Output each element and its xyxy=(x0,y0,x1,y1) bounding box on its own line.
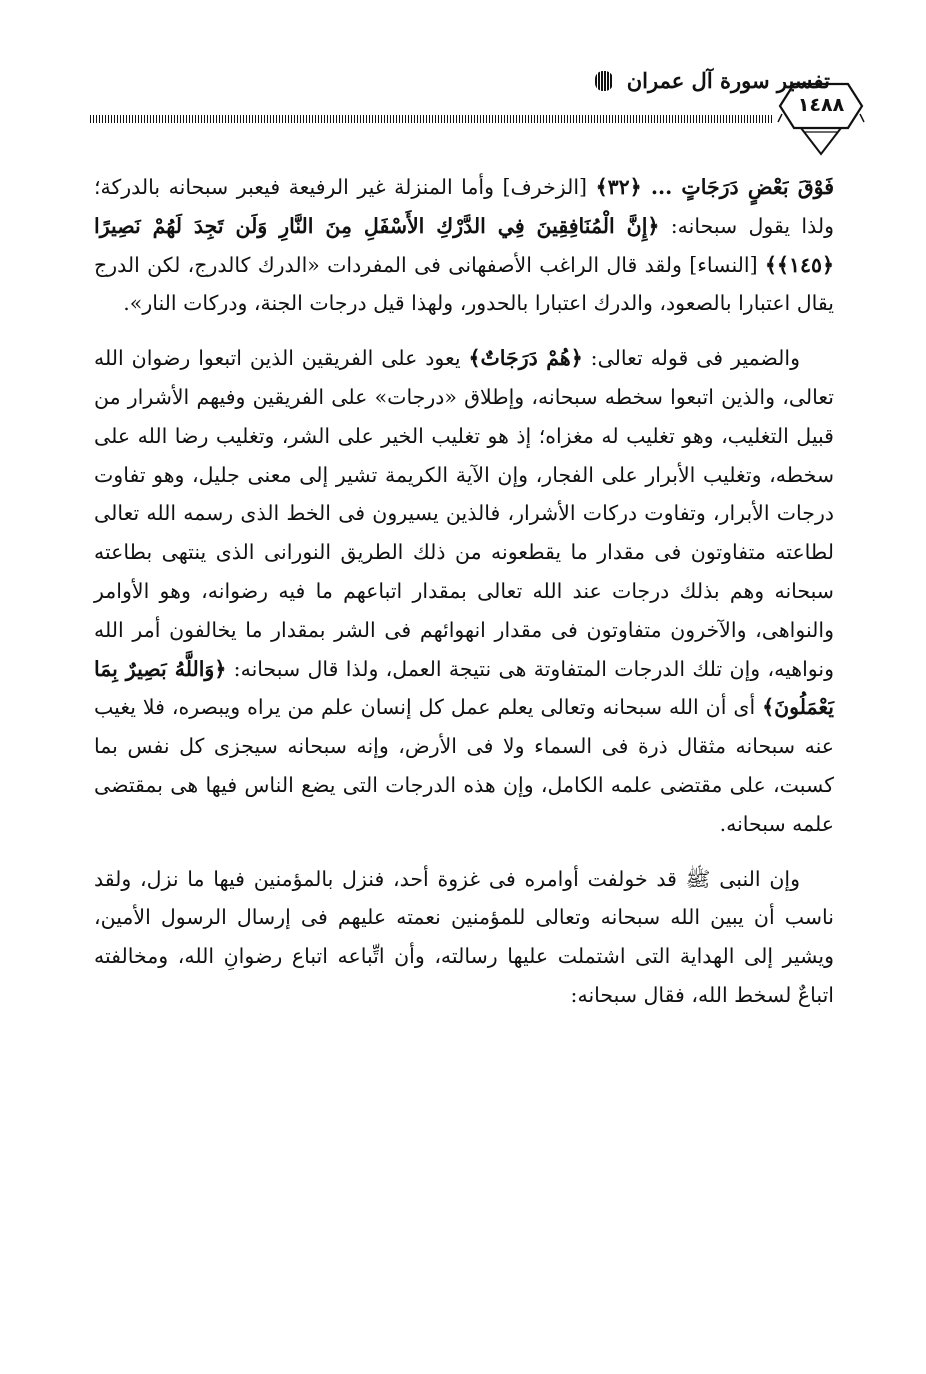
quran-verse: فَوْقَ بَعْضٍ دَرَجَاتٍ ... ﴿٣٢﴾ xyxy=(595,175,834,199)
text-run: أى أن الله سبحانه وتعالى يعلم عمل كل إنسان علم من يراه ويبصره، فلا يغيب عنه سبحانه مثقال ذرة فى السماء ولا فى الأرض، وإنه سبحانه سيجزى كل نفس بما كسبت، على مقتضى علمه الكامل، وإن هذه الدرجات التى يضع الناس فيها هى بمقتضى علمه سبحانه. xyxy=(94,695,834,836)
running-header xyxy=(90,60,830,120)
text-run: يعود على الفريقين الذين اتبعوا رضوان الله تعالى، والذين اتبعوا سخطه سبحانه، وإطلاق «درجات» على الفريقين وفيهم الأشرار من قبيل التغليب، وهو تغليب له مغزاه؛ إذ هو تغليب الخير على الشر، وتغليب رضا الله على سخطه، وتغليب الأبرار على الفجار، وإن الآية الكريمة تشير إلى معنى جليل، وهو تفاوت درجات الأبرار، وتفاوت دركات الأشرار، فالذين يسيرون فى الخط الذى رسمه الله تعالى لطاعته متفاوتون فى مقدار ما يقطعونه من ذلك الطريق النورانى الذى ينتهى بطاعته سبحانه وهم بذلك درجات عند الله تعالى بمقدار اتباعهم ما فيه رضوانه، وهو الأوامر والنواهى، والآخرون متفاوتون فى مقدار انهوائهم فى الشر بمقدار ما يخالفون أمر الله ونواهيه، وإن تلك الدرجات المتفاوتة هى نتيجة العمل، ولذا قال سبحانه: xyxy=(94,346,835,681)
paragraph xyxy=(94,860,834,1015)
text-run: والضمير فى قوله تعالى: xyxy=(582,346,800,371)
paragraph xyxy=(94,339,834,843)
ornament-icon xyxy=(595,71,613,91)
text-run: [النساء] ولقد قال الراغب الأصفهانى فى المفردات «الدرك كالدرج، لكن الدرج يقال اعتبارا بالصعود، والدرك اعتبارا بالحدور، ولهذا قيل درجات الجنة، ودركات النار». xyxy=(94,252,834,316)
text-run: وإن النبى ﷺ قد خولفت أوامره فى غزوة أحد، فنزل بالمؤمنين فيها ما نزل، ولقد ناسب أن يبين الله سبحانه وتعالى للمؤمنين نعمته عليهم فى إرسال الرسول الأمين، ويشير إلى الهداية التى اشتملت عليها رسالته، وأن اتِّباعه اتباع رضوانِ الله، ومخالفته اتباعٌ لسخط الله، فقال سبحانه: xyxy=(94,866,834,1007)
page-number: ١٤٨٨ xyxy=(797,94,845,116)
quran-verse: ﴿وَاللَّهُ بَصِيرٌ بِمَا يَعْمَلُونَ﴾ xyxy=(94,656,834,720)
quran-verse: ﴿هُمْ دَرَجَاتٌ﴾ xyxy=(468,346,583,371)
paragraph xyxy=(94,168,834,323)
text-run: [الزخرف] وأما المنزلة غير الرفيعة فيعبر سبحانه بالدركة؛ ولذا يقول سبحانه: xyxy=(94,175,834,238)
book-title: تفسير سورة آل عمران xyxy=(626,68,830,93)
header-divider xyxy=(90,115,772,123)
quran-verse: ﴿إِنَّ الْمُنَافِقِينَ فِي الدَّرْكِ الأَسْفَلِ مِنَ النَّارِ وَلَن تَجِدَ لَهُمْ نَصِيرًا ﴿١٤٥﴾﴾ xyxy=(94,213,834,277)
page-number-badge xyxy=(776,80,866,160)
body-text xyxy=(94,168,834,1015)
page-badge-frame-icon xyxy=(776,80,866,160)
